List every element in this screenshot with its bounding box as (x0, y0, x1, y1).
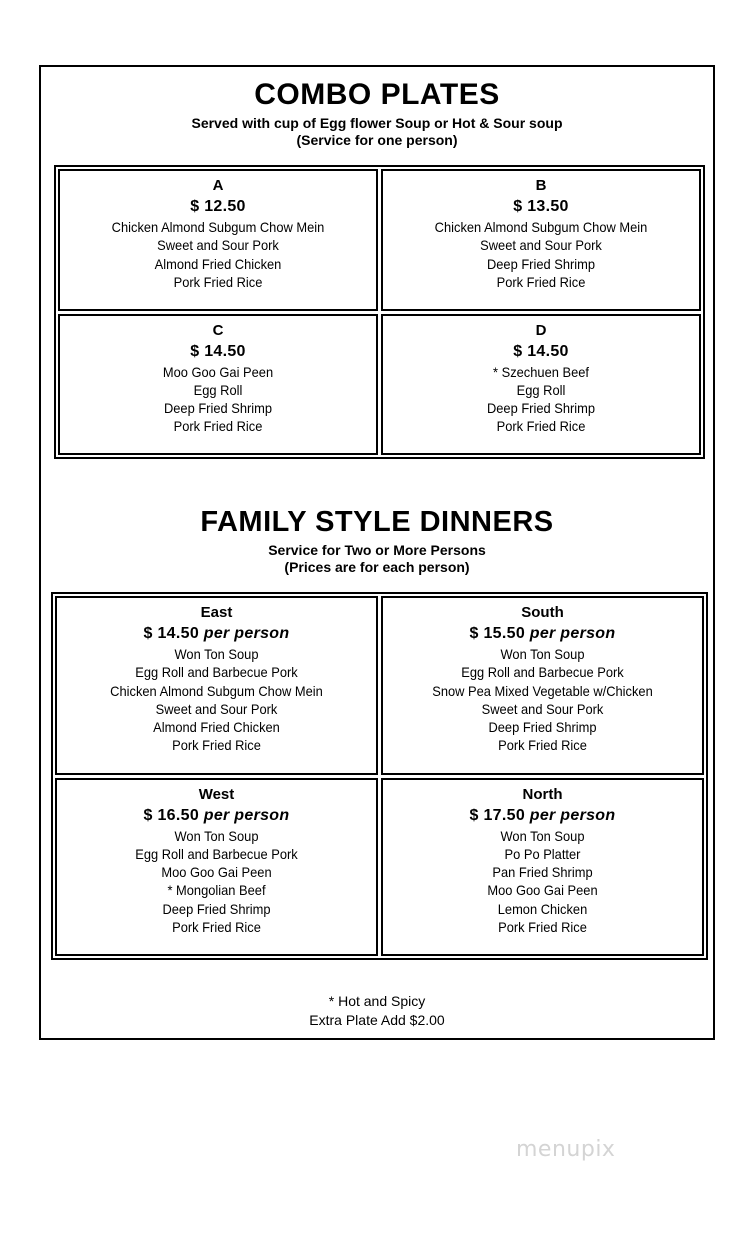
combo-plates-grid (54, 165, 705, 459)
plate-label: A (212, 177, 224, 194)
dinner-item: Pork Fried Rice (172, 918, 261, 935)
dinner-item: Egg Roll and Barbecue Pork (461, 664, 624, 681)
per-person-label: per person (529, 806, 616, 824)
dinner-label: West (198, 785, 235, 803)
extra-plate-note: Extra Plate Add $2.00 (309, 1012, 445, 1028)
plate-item: Pork Fried Rice (173, 273, 263, 290)
combo-plate-c (58, 314, 378, 456)
dinner-item: Pork Fried Rice (172, 737, 261, 754)
dinner-item: Moo Goo Gai Peen (487, 882, 598, 899)
plate-item: Sweet and Sour Pork (157, 237, 279, 254)
dinner-item: Egg Roll and Barbecue Pork (135, 664, 298, 681)
dinner-item: Pan Fried Shrimp (492, 864, 593, 881)
combo-subtitle: Served with cup of Egg flower Soup or Hot & Sour soup (191, 115, 563, 131)
dinner-item: Won Ton Soup (174, 646, 259, 662)
combo-plates-title: COMBO PLATES (254, 78, 500, 111)
dinner-item: Snow Pea Mixed Vegetable w/Chicken (432, 682, 653, 699)
dinner-price (57, 805, 376, 827)
combo-plate-d (381, 314, 701, 456)
plate-price: $ 14.50 (190, 342, 246, 360)
dinner-item: Lemon Chicken (497, 900, 588, 917)
plate-item: Pork Fried Rice (496, 418, 586, 435)
plate-item: Chicken Almond Subgum Chow Mein (111, 219, 325, 235)
plate-price: $ 13.50 (513, 198, 569, 215)
combo-plate-a (58, 169, 378, 311)
plate-item: * Szechuen Beef (493, 363, 589, 380)
plate-label: D (535, 321, 547, 339)
plate-label: B (535, 177, 547, 194)
combo-service-note: (Service for one person) (296, 132, 458, 148)
family-price-note: (Prices are for each person) (284, 559, 470, 575)
plate-item: Egg Roll (193, 381, 243, 398)
dinner-price (383, 805, 702, 827)
price-value: $ 16.50 (143, 806, 200, 824)
plate-item: Chicken Almond Subgum Chow Mein (434, 219, 648, 235)
plate-item: Egg Roll (516, 381, 566, 398)
dinner-price (57, 623, 376, 645)
dinner-item: Pork Fried Rice (498, 737, 587, 754)
per-person-label: per person (203, 625, 290, 642)
per-person-label: per person (529, 625, 616, 642)
dinner-item: Deep Fried Shrimp (162, 900, 271, 917)
family-dinner-east (55, 596, 378, 775)
dinner-item: Sweet and Sour Pork (155, 700, 278, 717)
dinner-label: South (521, 604, 564, 621)
combo-plate-b (381, 169, 701, 311)
plate-item: Pork Fried Rice (173, 418, 263, 435)
family-dinners-grid (51, 592, 708, 960)
plate-item: Pork Fried Rice (496, 273, 586, 290)
plate-price: $ 12.50 (190, 198, 246, 215)
dinner-item: Almond Fried Chicken (153, 719, 280, 736)
family-dinner-south (381, 596, 704, 775)
dinner-label: North (522, 785, 563, 803)
family-dinners-title: FAMILY STYLE DINNERS (200, 506, 554, 538)
plate-item: Moo Goo Gai Peen (162, 363, 274, 380)
dinner-item: Sweet and Sour Pork (481, 700, 604, 717)
dinner-item: Won Ton Soup (500, 827, 585, 844)
price-value: $ 17.50 (469, 806, 526, 824)
dinner-item: Egg Roll and Barbecue Pork (135, 845, 298, 862)
family-subtitle: Service for Two or More Persons (268, 542, 486, 558)
dinner-item: Won Ton Soup (500, 646, 585, 662)
dinner-item: Moo Goo Gai Peen (161, 864, 272, 881)
menu-frame (39, 65, 715, 1040)
plate-item: Deep Fried Shrimp (486, 400, 596, 417)
dinner-item: * Mongolian Beef (167, 882, 266, 899)
per-person-label: per person (203, 806, 290, 824)
dinner-item: Po Po Platter (504, 845, 581, 862)
hot-spicy-note: * Hot and Spicy (328, 993, 426, 1009)
plate-item: Deep Fried Shrimp (163, 400, 273, 417)
price-value: $ 14.50 (143, 625, 200, 642)
family-dinner-west (55, 778, 378, 957)
family-dinner-north (381, 778, 704, 957)
dinner-price (383, 623, 702, 645)
dinner-item: Pork Fried Rice (498, 918, 587, 935)
dinner-item: Won Ton Soup (174, 827, 259, 844)
dinner-item: Chicken Almond Subgum Chow Mein (110, 682, 323, 699)
menupix-watermark: menupix (516, 1137, 616, 1162)
plate-label: C (212, 321, 224, 339)
plate-price: $ 14.50 (513, 342, 569, 360)
dinner-item: Deep Fried Shrimp (488, 719, 597, 736)
dinner-label: East (200, 604, 233, 621)
plate-item: Sweet and Sour Pork (480, 237, 602, 254)
price-value: $ 15.50 (469, 625, 526, 642)
plate-item: Deep Fried Shrimp (486, 255, 596, 272)
plate-item: Almond Fried Chicken (154, 255, 282, 272)
